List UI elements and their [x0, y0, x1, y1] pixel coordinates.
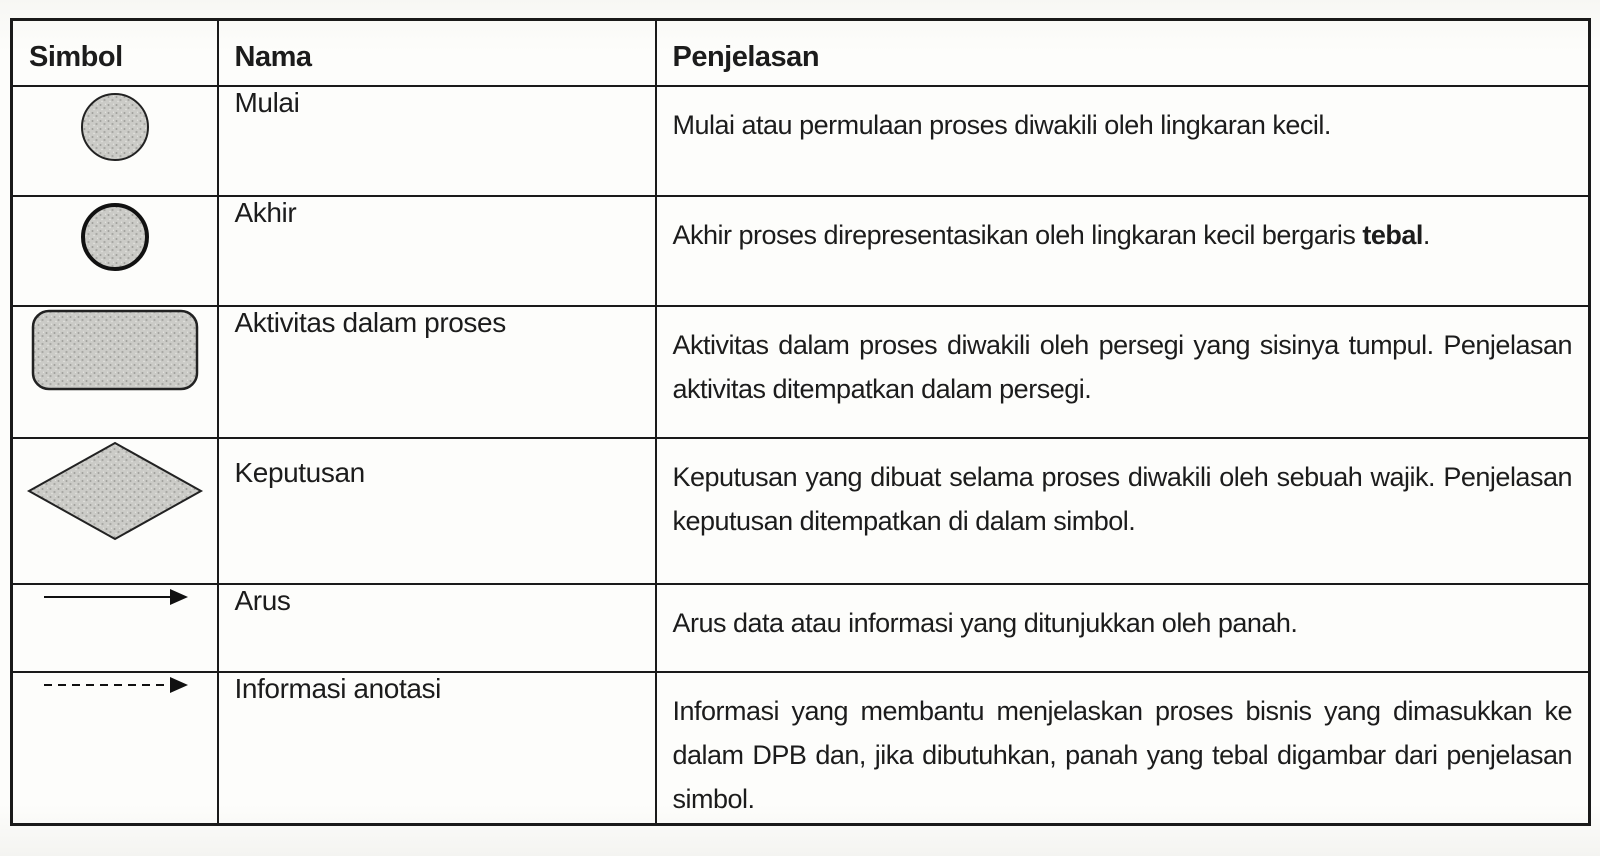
header-symbol: Simbol [12, 20, 218, 87]
table-row [12, 584, 1590, 672]
dashed-arrow-icon [40, 673, 190, 697]
rounded-rectangle-icon [29, 307, 201, 393]
row-description: Keputusan yang dibuat selama proses diwakili oleh sebuah wajik. Penjelasan keputusan ditempatkan di dalam simbol. [672, 462, 1572, 536]
start-circle-icon [75, 87, 155, 167]
header-name: Nama [218, 20, 656, 87]
table-row [12, 196, 1590, 306]
row-description: Informasi yang membantu menjelaskan proses bisnis yang dimasukkan ke dalam DPB dan, jika dibutuhkan, panah yang tebal digambar dari penjelasan simbol. [672, 696, 1572, 814]
diamond-icon [25, 439, 205, 543]
row-name: Akhir [234, 197, 297, 228]
table-row [12, 438, 1590, 584]
row-name: Aktivitas dalam proses [234, 307, 506, 338]
row-name: Mulai [234, 87, 300, 118]
table-header-row [12, 20, 1590, 87]
row-description: Akhir proses direpresentasikan oleh lingkaran kecil bergaris tebal. [672, 220, 1430, 250]
solid-arrow-icon [40, 585, 190, 609]
table-row [12, 306, 1590, 438]
row-description: Aktivitas dalam proses diwakili oleh persegi yang sisinya tumpul. Penjelasan aktivitas ditempatkan dalam persegi. [672, 330, 1572, 404]
bold-word: tebal [1362, 220, 1423, 250]
row-name: Arus [234, 585, 291, 616]
row-name: Informasi anotasi [234, 673, 441, 704]
end-circle-icon [75, 197, 155, 277]
row-name: Keputusan [234, 457, 365, 488]
table-row [12, 672, 1590, 824]
table-row [12, 86, 1590, 196]
row-description: Arus data atau informasi yang ditunjukkan oleh panah. [672, 608, 1298, 638]
row-description: Mulai atau permulaan proses diwakili oleh lingkaran kecil. [672, 110, 1331, 140]
bpmn-symbol-table [10, 18, 1591, 826]
header-description: Penjelasan [656, 20, 1590, 87]
